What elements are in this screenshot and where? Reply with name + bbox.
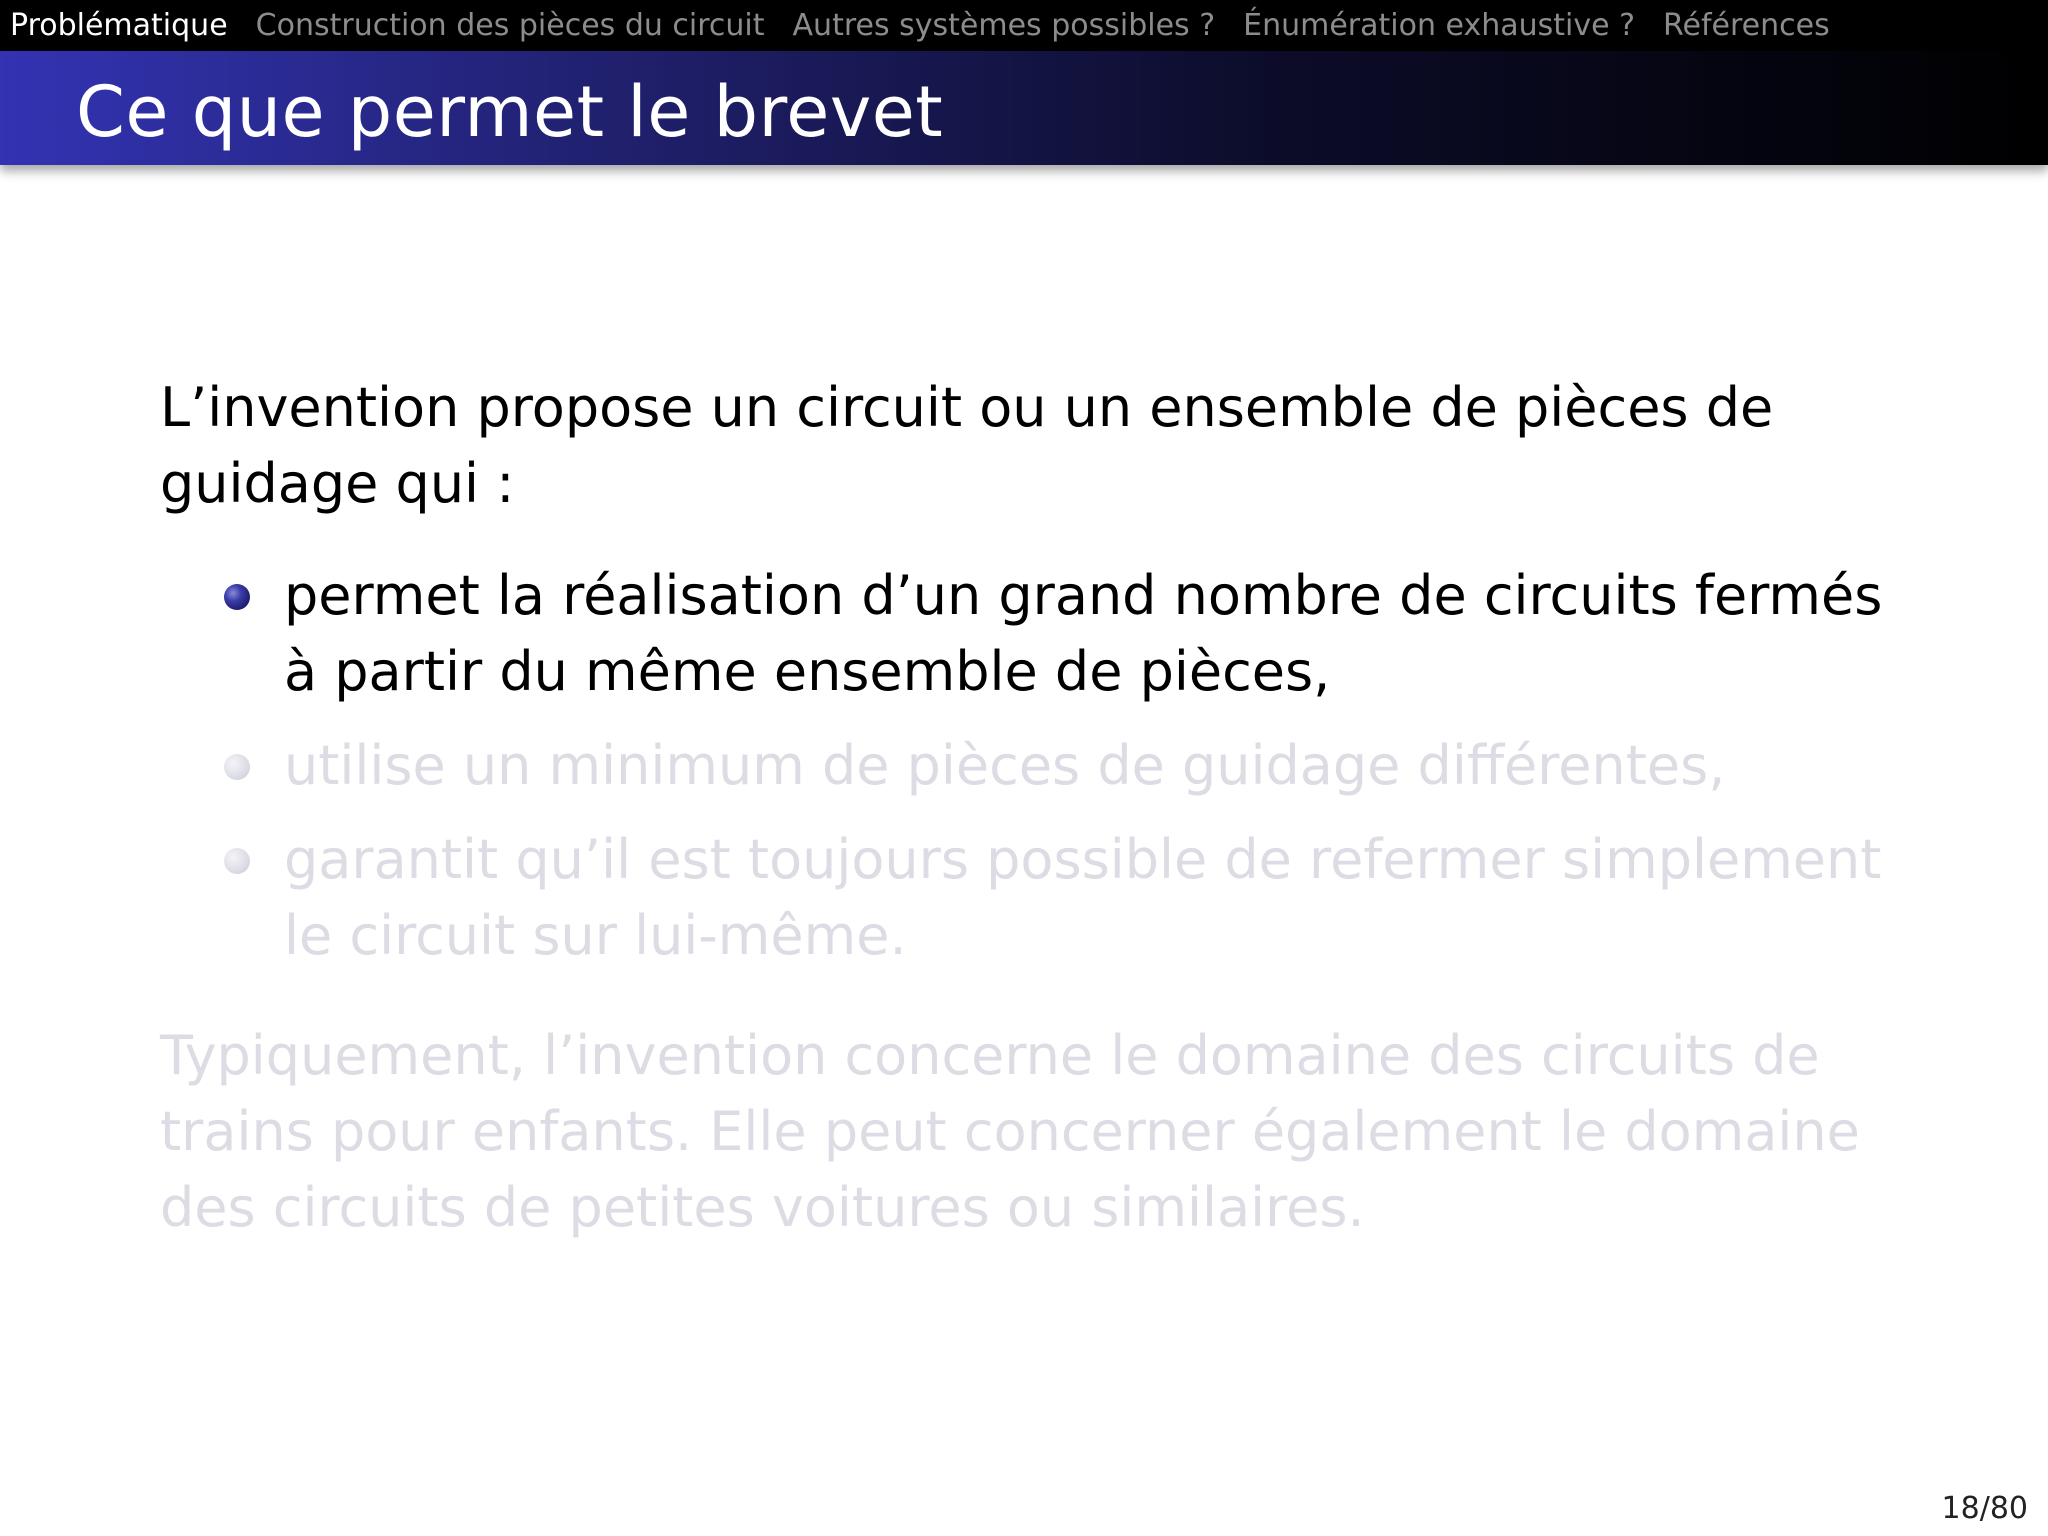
slide-body <box>160 370 1900 1246</box>
bullet-ball-icon <box>224 848 250 874</box>
intro-paragraph: L’invention propose un circuit ou un ensemble de pièces de guidage qui : <box>160 376 1774 515</box>
nav-item-construction[interactable]: Construction des pièces du circuit <box>255 8 765 43</box>
slide-title: Ce que permet le brevet <box>76 71 944 153</box>
bullet-item <box>160 558 1900 710</box>
nav-item-references[interactable]: Références <box>1663 8 1830 43</box>
bullet-ball-icon <box>224 754 250 780</box>
bullet-item <box>160 728 1900 804</box>
slide-title-bar <box>0 51 2048 165</box>
bullet-text: permet la réalisation d’un grand nombre de circuits fermés à partir du même ensemble de pièces, <box>284 564 1883 703</box>
nav-item-enumeration[interactable]: Énumération exhaustive ? <box>1243 8 1635 43</box>
bullet-ball-icon <box>224 584 250 610</box>
page-number: 18/80 <box>1941 1491 2028 1526</box>
nav-item-problematique[interactable]: Problématique <box>10 8 228 43</box>
closing-paragraph: Typiquement, l’invention concerne le domaine des circuits de trains pour enfants. Elle peut concerner également le domaine des circuits de petites voitures ou similaires. <box>160 1024 1860 1239</box>
bullet-text: utilise un minimum de pièces de guidage différentes, <box>284 734 1726 797</box>
bullet-list <box>160 558 1900 974</box>
nav-item-autres-systemes[interactable]: Autres systèmes possibles ? <box>792 8 1216 43</box>
section-navigation-bar <box>0 0 2048 51</box>
bullet-text: garantit qu’il est toujours possible de refermer simplement le circuit sur lui-même. <box>284 828 1882 967</box>
bullet-item <box>160 822 1900 974</box>
